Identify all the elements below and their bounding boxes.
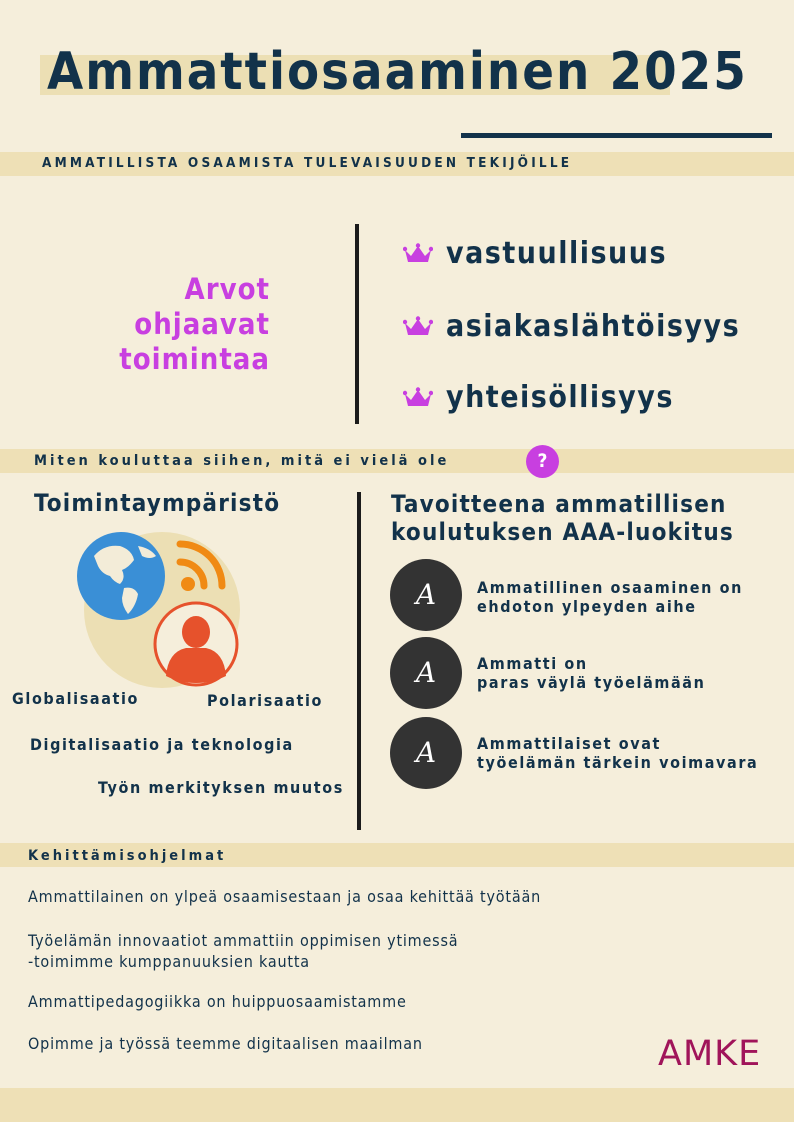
a-badge: A [390,559,462,631]
goals-heading-line: koulutuksen AAA-luokitus [391,518,734,546]
a-badge: A [390,717,462,789]
amke-logo: AMKE [658,1034,762,1074]
footer-band [0,1088,794,1122]
environment-illustration [76,530,246,690]
program-line: Ammattilainen on ylpeä osaamisestaan ja osaa kehittää työtään [28,887,542,906]
goal-line: Ammatti on [477,654,588,673]
value-item [403,309,740,344]
values-heading-line: ohjaavat [134,307,270,341]
goals-heading-line: Tavoitteena ammatillisen [391,490,727,518]
goal-line: Ammattilaiset ovat [477,734,662,753]
goal-line: paras väylä työelämään [477,673,706,692]
program-line: Työelämän innovaatiot ammattiin oppimisen ytimessä [28,931,459,950]
program-line: Ammattipedagogiikka on huippuosaamistamme [28,992,407,1011]
programs-heading: Kehittämisohjelmat [28,848,227,864]
program-item [28,930,458,972]
page-title: Ammattiosaaminen 2025 [47,42,748,102]
values-heading-line: Arvot [184,272,270,306]
program-item [28,886,541,907]
trend-label: Polarisaatio [207,691,324,710]
globe-icon [77,532,165,620]
trend-label: Digitalisaatio ja teknologia [30,735,294,754]
program-item [28,1033,423,1054]
goal-item [477,654,705,692]
program-line: -toimimme kumppanuuksien kautta [28,952,310,971]
value-label: yhteisöllisyys [446,380,674,415]
value-item [403,236,667,271]
value-item [403,380,674,415]
question-icon: ? [526,445,559,478]
crown-icon [403,316,433,338]
values-heading [90,272,270,377]
subtitle: AMMATILLISTA OSAAMISTA TULEVAISUUDEN TEKIJÖILLE [42,155,573,171]
crown-icon [403,387,433,409]
title-underline [461,133,772,138]
program-line: Opimme ja työssä teemme digitaalisen maailman [28,1034,423,1053]
a-badge: A [390,637,462,709]
crown-icon [403,243,433,265]
values-heading-line: toimintaa [119,342,270,376]
value-label: vastuullisuus [446,236,668,271]
trend-label: Työn merkityksen muutos [98,778,344,797]
goal-line: työelämän tärkein voimavara [477,753,759,772]
goal-line: Ammatillinen osaaminen on [477,578,743,597]
section-divider [357,492,361,830]
values-divider [355,224,359,424]
goal-item [477,578,743,616]
question-text: Miten kouluttaa siihen, mitä ei vielä ole [34,453,450,469]
goals-heading [391,490,734,546]
trend-label: Globalisaatio [12,689,140,708]
value-label: asiakaslähtöisyys [446,309,741,344]
person-icon [155,603,237,685]
environment-heading: Toimintaympäristö [34,489,281,517]
goal-line: ehdoton ylpeyden aihe [477,597,697,616]
program-item [28,991,407,1012]
goal-item [477,734,758,772]
